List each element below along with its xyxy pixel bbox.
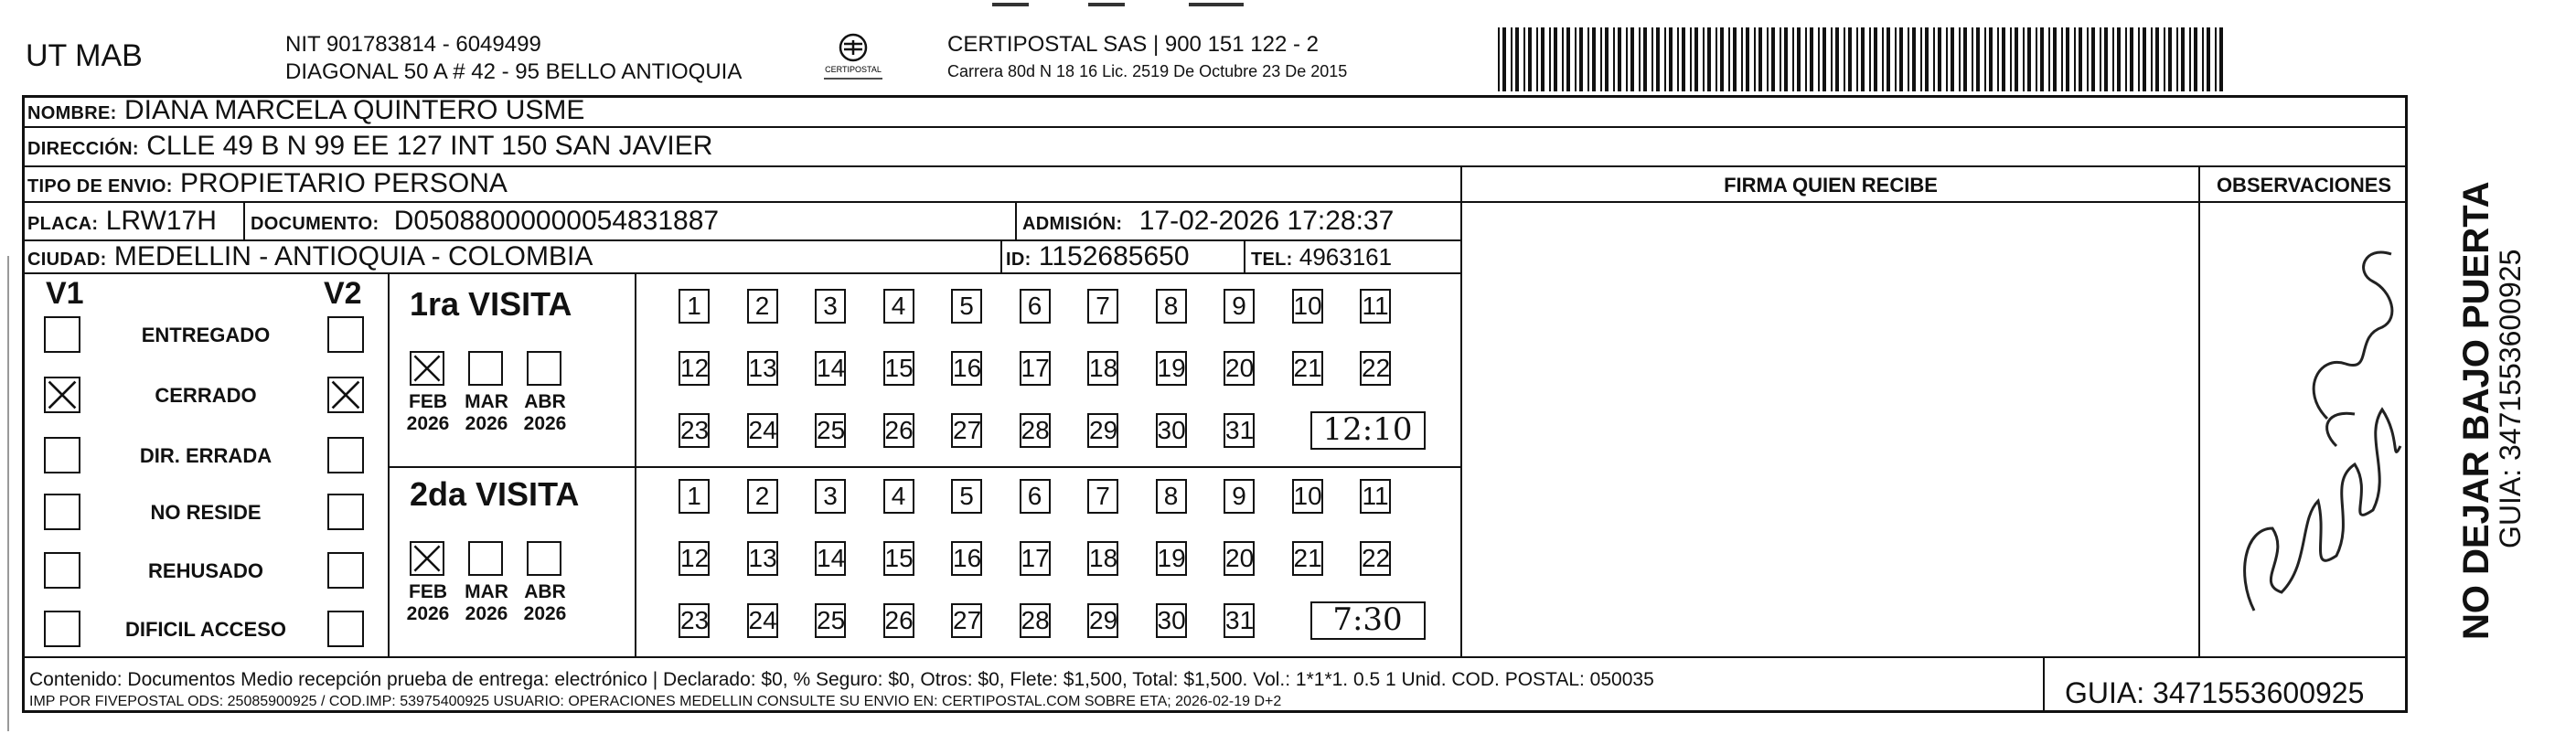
v1-checkbox[interactable] (44, 316, 80, 353)
nombre-label: NOMBRE: (27, 103, 117, 123)
month-label (459, 581, 514, 625)
day-box[interactable]: 9 (1224, 289, 1255, 324)
firma-header: FIRMA QUIEN RECIBE (1724, 174, 1938, 197)
day-box[interactable]: 20 (1224, 541, 1255, 576)
day-box[interactable]: 13 (747, 351, 778, 386)
v2-checkbox[interactable] (327, 377, 364, 413)
visit1-title: 1ra VISITA (410, 285, 572, 323)
id-value: 1152685650 (1038, 241, 1190, 271)
documento-label: DOCUMENTO: (251, 214, 379, 234)
visit-time: 12:10 (1310, 411, 1426, 450)
v1-checkbox[interactable] (44, 377, 80, 413)
month-year: 2026 (465, 413, 508, 434)
tel-value: 4963161 (1299, 243, 1393, 271)
col-divider (1244, 239, 1245, 272)
col-divider (1000, 239, 1002, 272)
v1-checkbox[interactable] (44, 611, 80, 647)
month-year: 2026 (465, 603, 508, 624)
check-mark-icon (329, 378, 362, 411)
month-name: MAR (465, 581, 508, 602)
day-box[interactable]: 29 (1087, 413, 1118, 448)
day-box[interactable]: 8 (1156, 479, 1187, 514)
month-name: ABR (524, 581, 566, 602)
col-divider (388, 272, 390, 656)
v2-header: V2 (324, 276, 362, 311)
status-reason-label: NO RESIDE (150, 501, 262, 524)
month-label (401, 581, 455, 625)
day-box[interactable]: 23 (679, 413, 710, 448)
day-box[interactable]: 8 (1156, 289, 1187, 324)
day-box[interactable]: 30 (1156, 413, 1187, 448)
id-field (1006, 241, 1190, 272)
sender-address: DIAGONAL 50 A # 42 - 95 BELLO ANTIOQUIA (285, 59, 743, 84)
footer-guia: GUIA: 3471553600925 (2065, 676, 2365, 709)
day-box[interactable]: 6 (1020, 289, 1051, 324)
day-box[interactable]: 17 (1020, 541, 1051, 576)
row-divider (1461, 201, 2199, 203)
day-box[interactable]: 2 (747, 479, 778, 514)
day-box[interactable]: 23 (679, 603, 710, 638)
day-box[interactable]: 25 (815, 603, 846, 638)
carrier-license: Carrera 80d N 18 16 Lic. 2519 De Octubre 23 De 2015 (947, 62, 1348, 80)
day-box[interactable]: 7 (1087, 479, 1118, 514)
month-checkbox[interactable] (527, 541, 561, 576)
id-label: ID: (1006, 250, 1031, 270)
ciudad-field (27, 241, 593, 272)
handwritten-signature (2218, 227, 2419, 629)
day-box[interactable]: 30 (1156, 603, 1187, 638)
day-box[interactable]: 11 (1360, 479, 1391, 514)
row-divider (22, 201, 1461, 203)
day-box[interactable]: 25 (815, 413, 846, 448)
day-box[interactable]: 22 (1360, 351, 1391, 386)
ciudad-value: MEDELLIN - ANTIOQUIA - COLOMBIA (113, 241, 593, 271)
direccion-value: CLLE 49 B N 99 EE 127 INT 150 SAN JAVIER (146, 131, 713, 161)
status-reason-label: ENTREGADO (141, 324, 271, 346)
logo-text: CERTIPOSTAL (825, 65, 882, 74)
certipostal-logo (817, 31, 890, 84)
footer-content: Contenido: Documentos Medio recepción prueba de entrega: electrónico | Declarado: $0, % Seguro: $0, Otros: $0, Flete: $1,500, Total: $1,500. Vol.: 1*1*1. 0.5 1 Unid. COD. POSTAL: 050035 (29, 669, 1654, 690)
month-checkbox[interactable] (468, 541, 503, 576)
day-box[interactable]: 19 (1156, 351, 1187, 386)
day-box[interactable]: 15 (883, 541, 914, 576)
scan-artifact-mark (1189, 3, 1244, 6)
month-name: FEB (409, 581, 447, 602)
day-box[interactable]: 15 (883, 351, 914, 386)
day-box[interactable]: 26 (883, 603, 914, 638)
month-name: FEB (409, 391, 447, 412)
nombre-field (27, 95, 584, 126)
placa-value: LRW17H (105, 206, 217, 236)
tracking-barcode (1498, 27, 2223, 91)
documento-field (251, 206, 719, 237)
row-divider (22, 656, 2408, 658)
visit2-title: 2da VISITA (410, 475, 580, 513)
day-box[interactable]: 13 (747, 541, 778, 576)
v2-checkbox[interactable] (327, 437, 364, 473)
month-checkbox[interactable] (468, 351, 503, 386)
day-box[interactable]: 9 (1224, 479, 1255, 514)
admision-label: ADMISIÓN: (1022, 214, 1123, 234)
v2-checkbox[interactable] (327, 552, 364, 589)
documento-value: D05088000000054831887 (393, 206, 720, 236)
direccion-field (27, 131, 712, 162)
v1-header: V1 (46, 276, 84, 311)
day-box[interactable]: 16 (951, 541, 982, 576)
day-box[interactable]: 1 (679, 479, 710, 514)
day-box[interactable]: 22 (1360, 541, 1391, 576)
day-box[interactable]: 10 (1292, 479, 1323, 514)
nombre-value: DIANA MARCELA QUINTERO USME (124, 95, 585, 125)
v2-checkbox[interactable] (327, 611, 364, 647)
day-box[interactable]: 2 (747, 289, 778, 324)
month-label (518, 391, 572, 435)
tel-label: TEL: (1251, 250, 1293, 270)
day-box[interactable]: 1 (679, 289, 710, 324)
sender-info (285, 31, 742, 86)
day-box[interactable]: 12 (679, 351, 710, 386)
observaciones-header: OBSERVACIONES (2216, 174, 2392, 197)
day-box[interactable]: 20 (1224, 351, 1255, 386)
day-box[interactable]: 3 (815, 479, 846, 514)
day-box[interactable]: 3 (815, 289, 846, 324)
day-box[interactable]: 12 (679, 541, 710, 576)
col-divider (243, 201, 245, 239)
placa-field (27, 206, 217, 237)
v2-checkbox[interactable] (327, 494, 364, 530)
day-box[interactable]: 18 (1087, 541, 1118, 576)
scan-artifact-mark (1088, 3, 1125, 6)
day-box[interactable]: 19 (1156, 541, 1187, 576)
day-box[interactable]: 26 (883, 413, 914, 448)
month-name: MAR (465, 391, 508, 412)
month-year: 2026 (523, 603, 567, 624)
day-box[interactable]: 4 (883, 289, 914, 324)
carrier-name: CERTIPOSTAL SAS | 900 151 122 - 2 (947, 32, 1319, 57)
admision-field (1022, 206, 1394, 237)
status-reason-label: DIR. ERRADA (139, 444, 273, 467)
tipo-envio-value: PROPIETARIO PERSONA (180, 168, 508, 198)
day-box[interactable]: 24 (747, 413, 778, 448)
day-box[interactable]: 14 (815, 541, 846, 576)
month-checkbox[interactable] (527, 351, 561, 386)
day-box[interactable]: 6 (1020, 479, 1051, 514)
v2-checkbox[interactable] (327, 316, 364, 353)
day-box[interactable]: 31 (1224, 413, 1255, 448)
status-reason-label: REHUSADO (148, 559, 263, 582)
month-year: 2026 (406, 413, 450, 434)
row-divider (22, 272, 1461, 274)
month-checkbox[interactable] (410, 351, 444, 386)
month-label (459, 391, 514, 435)
tipo-envio-label: TIPO DE ENVIO: (27, 176, 173, 197)
month-year: 2026 (406, 603, 450, 624)
col-divider (1015, 201, 1017, 239)
check-mark-icon (412, 543, 443, 574)
check-mark-icon (46, 378, 79, 411)
footer-print-info: IMP POR FIVEPOSTAL ODS: 25085900925 / COD.IMP: 53975400925 USUARIO: OPERACIONES MEDELLIN CONSULTE SU ENVIO EN: CERTIPOSTAL.COM SOBRE ETA; 2026-02-19 D+2 (29, 694, 1282, 709)
day-box[interactable]: 29 (1087, 603, 1118, 638)
day-box[interactable]: 31 (1224, 603, 1255, 638)
day-box[interactable]: 27 (951, 603, 982, 638)
direccion-label: DIRECCIÓN: (27, 139, 139, 159)
day-box[interactable]: 18 (1087, 351, 1118, 386)
scan-artifact-line (7, 256, 9, 731)
row-divider (22, 126, 2408, 128)
day-box[interactable]: 28 (1020, 603, 1051, 638)
v1-checkbox[interactable] (44, 437, 80, 473)
side-guia: GUIA: 3471553600925 (2494, 249, 2527, 548)
visit-time: 7:30 (1310, 601, 1426, 640)
col-divider (2198, 165, 2200, 656)
tipo-envio-field (27, 168, 508, 199)
col-divider (1460, 165, 1462, 656)
tel-field (1251, 243, 1392, 271)
day-box[interactable]: 16 (951, 351, 982, 386)
day-box[interactable]: 21 (1292, 351, 1323, 386)
carrier-info (947, 31, 1347, 84)
day-box[interactable]: 5 (951, 479, 982, 514)
col-divider (2043, 656, 2045, 713)
day-box[interactable]: 10 (1292, 289, 1323, 324)
month-label (518, 581, 572, 625)
status-reason-label: DIFICIL ACCESO (124, 618, 286, 641)
month-name: ABR (524, 391, 566, 412)
month-label (401, 391, 455, 435)
day-box[interactable]: 14 (815, 351, 846, 386)
company-name: UT MAB (26, 38, 143, 73)
day-box[interactable]: 7 (1087, 289, 1118, 324)
v1-checkbox[interactable] (44, 494, 80, 530)
day-box[interactable]: 11 (1360, 289, 1391, 324)
visit-divider (388, 466, 1461, 468)
day-box[interactable]: 5 (951, 289, 982, 324)
ciudad-label: CIUDAD: (27, 250, 107, 270)
status-reason-label: CERRADO (155, 384, 257, 407)
day-box[interactable]: 24 (747, 603, 778, 638)
sender-nit: NIT 901783814 - 6049499 (285, 32, 541, 57)
day-box[interactable]: 28 (1020, 413, 1051, 448)
col-divider (635, 272, 636, 656)
row-divider (22, 165, 2408, 167)
admision-value: 17-02-2026 17:28:37 (1138, 206, 1395, 236)
check-mark-icon (412, 353, 443, 384)
month-checkbox[interactable] (410, 541, 444, 576)
day-box[interactable]: 21 (1292, 541, 1323, 576)
day-box[interactable]: 17 (1020, 351, 1051, 386)
row-divider (2199, 201, 2408, 203)
day-box[interactable]: 27 (951, 413, 982, 448)
placa-label: PLACA: (27, 214, 99, 234)
month-year: 2026 (523, 413, 567, 434)
day-box[interactable]: 4 (883, 479, 914, 514)
scan-artifact-mark (992, 3, 1029, 6)
side-instruction: NO DEJAR BAJO PUERTA (2456, 181, 2496, 640)
v1-checkbox[interactable] (44, 552, 80, 589)
